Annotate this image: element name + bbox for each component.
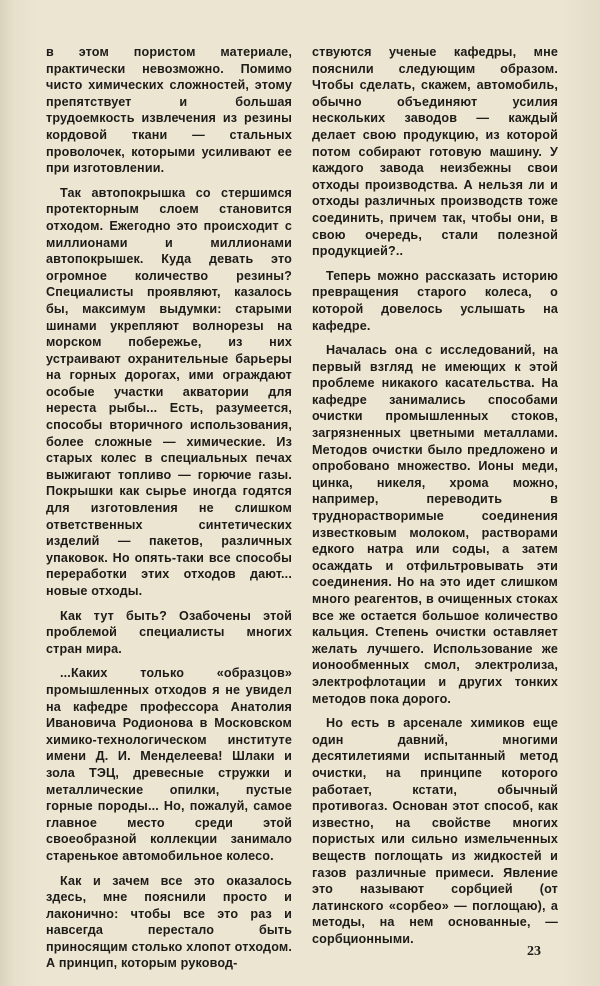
right-paragraph-2: Теперь можно рассказать историю превращения старого колеса, о которой довелось услышать на кафедре.	[312, 268, 558, 333]
left-paragraph-1: в этом пористом материале, практически невозможно. Помимо чисто химических сложностей, этому препятствует и большая трудоемкость извлечения из резины кордовой ткани — стальных проволочек, которыми усиливают ее при изготовлении.	[46, 45, 292, 176]
left-paragraph-5: Как и зачем все это оказалось здесь, мне пояснили просто и лаконично: чтобы все это раз и навсегда перестало быть приносящим столько хлопот отходом. А принцип, которым руковод-	[46, 873, 292, 971]
left-column	[46, 44, 292, 980]
right-paragraph-4: Но есть в арсенале химиков еще один давний, многими десятилетиями испытанный метод очистки, на принципе которого работает, кстати, обычный противогаз. Основан этот способ, как известно, на свойстве многих пористых или сильно измельченных веществ поглощать из жидкостей и газов различные примеси. Явление это называют сорбцией (от латинского «сорбео» — поглощаю), а методы, на нем основанные, — сорбционными.	[312, 716, 558, 946]
right-paragraph-3: Началась она с исследований, на первый взгляд не имеющих к этой проблеме никакого касательства. На кафедре занимались способами очистки промышленных стоков, загрязненных цветными металлами. Методов очистки было предложено и опробовано множество. Ионы меди, цинка, никеля, хрома можно, например, переводить в труднорастворимые соединения известковым молоком, растворами едкого натра или соды, а затем осаждать и отфильтровывать эти соединения. Но на это идет слишком много реагентов, в очищенных стоках все же остается большое количество кальция. Степень очистки оставляет желать лучшего. Использование же ионообменных смол, электролиза, электрофлотации и других тонких методов пока дорого.	[312, 343, 558, 706]
page-number: 23	[527, 944, 541, 959]
left-paragraph-3: Как тут быть? Озабочены этой проблемой специалисты многих стран мира.	[46, 608, 292, 656]
left-paragraph-2: Так автопокрышка со стершимся протекторным слоем становится отходом. Ежегодно это происходит с миллионами и миллионами автопокрышек. Куда девать это огромное количество резины? Специалисты проявляют, казалось бы, максимум выдумки: старыми шинами укрепляют волнорезы на морском побережье, из них устраивают охранительные барьеры на горных дорогах, ими ограждают особые участки акватории для нереста рыбы... Есть, разумеется, способы вторичного использования, более сложные — химические. Из старых колес в специальных печах выжигают топливо — горючие газы. Покрышки как сырье иногда годятся для изготовления не слишком ответственных синтетических изделий — пакетов, различных упаковок. Но опять-таки все способы переработки этих отходов дают... новые отходы.	[46, 185, 292, 598]
left-paragraph-4: ...Каких только «образцов» промышленных отходов я не увидел на кафедре профессора Анатолия Ивановича Родионова в Московском химико-технологическом институте имени Д. И. Менделеева! Шлаки и зола ТЭЦ, древесные стружки и металлические опилки, пустые горные породы... Но, пожалуй, самое главное место среди этой своеобразной коллекции занимало старенькое автомобильное колесо.	[46, 666, 292, 863]
right-column	[312, 44, 558, 955]
right-paragraph-1: ствуются ученые кафедры, мне пояснили следующим образом. Чтобы сделать, скажем, автомобиль, обычно объединяют усилия нескольких заводов — каждый делает свою продукцию, из которой потом собирают готовую машину. У каждого завода неизбежны свои отходы производства. А нельзя ли и отходы различных производств тоже соединить, причем так, чтобы они, в свою очередь, стали полезной продукцией?..	[312, 45, 558, 259]
